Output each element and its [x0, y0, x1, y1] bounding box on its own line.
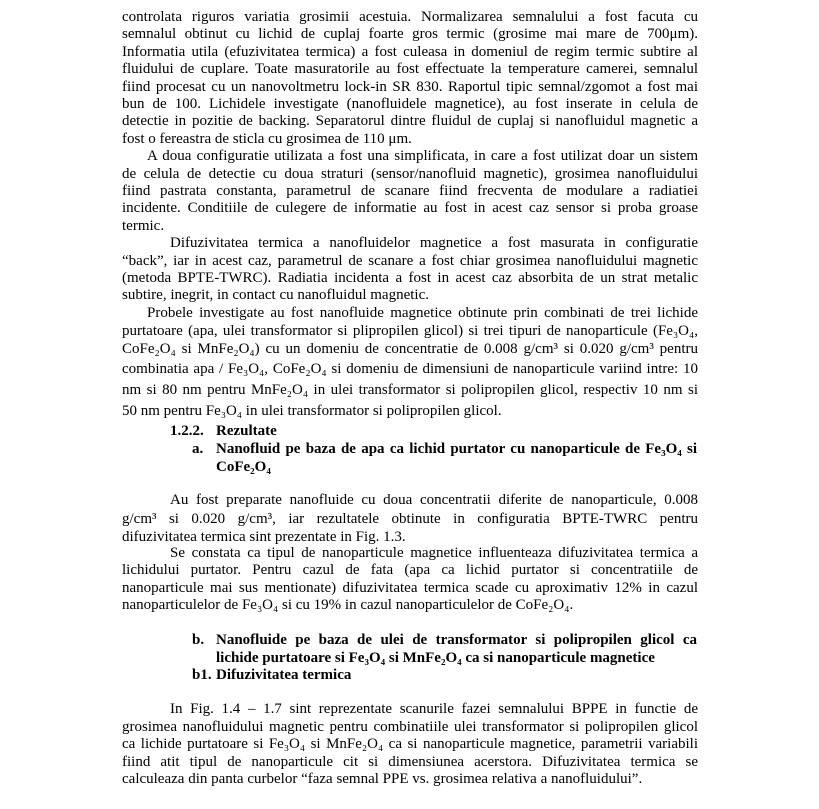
text-line: ca lichide purtatoare si Fe₃O₄ si MnFe₂O₄ ca si nanoparticule magnetice, parametrii variabili [122, 736, 698, 752]
text-line: termic. [122, 217, 165, 234]
text-line: g/cm³ si 0.020 g/cm³, iar rezultatele obtinute in configuratia BPTE-TWRC pentru [122, 510, 698, 527]
text-line: purtatoare (apa, ulei transformator si plipropilen glicol) si trei tipuri de nanoparticule (Fe₃O₄, [122, 323, 698, 340]
subsection-marker: b1. [192, 667, 212, 683]
text-line: fluidului de cuplare. Toate masuratorile au fost effectuate la temperature camerei, semnalul [122, 61, 698, 78]
paragraph [122, 148, 698, 235]
text-line: calculeaza din panta curbelor “faza semnal PPE vs. grosimea relativa a nanofluidului”. [122, 771, 643, 787]
text-line: nanoparticule mai sus mentionate) difuzivitatea termica scade cu aproximativ 12% in cazul [122, 579, 698, 596]
text-line: fiind pastrata constanta, parametrul de scanare fiind frecventa de modulare a radiatiei [122, 182, 698, 199]
text-line: bun de 100. Lichidele investigate (nanofluidele magnetice), au fost inserate in celula de [122, 95, 698, 112]
text-line: incidente. Conditiile de culegere de informatie au fost in acest caz sensor si proba groase [122, 200, 698, 217]
paragraph [122, 492, 698, 546]
text-line: Difuzivitatea termica a nanofluidelor magnetice a fost masurata in configuratie [170, 235, 698, 252]
paragraph [122, 9, 698, 148]
subsection-marker: b. [192, 632, 205, 648]
text-line: Probele investigate au fost nanofluide magnetice obtinute prin combinati de trei lichide [147, 304, 698, 321]
subsection-title [216, 632, 697, 667]
text-line: de celula de detectie cu doua straturi (sensor/nanofluid magnetic), grosimea nanofluidului [122, 165, 698, 182]
text-line: nm si 80 nm pentru MnFe₂O₄ in ulei transformator si polipropilen glicol, respectiv 10 nm si [122, 381, 698, 398]
text-line: 50 nm pentru Fe₃O₄ in ulei transformator si polipropilen glicol. [122, 402, 502, 419]
text-line: combinatia apa / Fe₃O₄, CoFe₂O₄ si domeniu de dimensiuni de nanoparticule variind intre: 10 [122, 360, 698, 377]
subsection-title-line: Nanofluid pe baza de apa ca lichid purtator cu nanoparticule de Fe₃O₄ si [216, 440, 697, 457]
text-line: difuzivitatea termica sint prezentate in Fig. 1.3. [122, 528, 406, 545]
text-line: fost o fereastra de sticla cu grosimea de 110 μm. [122, 130, 412, 147]
text-line: semnalul obtinut cu lichid de cuplaj foarte gros termic (grosime mai mare de 700μm). [122, 26, 698, 43]
text-line: (metoda BPTE-TWRC). Radiatia incidenta a fost in acest caz absorbita de un strat metalic [122, 269, 698, 286]
text-line: Au fost preparate nanofluide cu doua concentratii diferite de nanoparticule, 0.008 [170, 492, 698, 508]
subsection-title: Difuzivitatea termica [216, 667, 352, 683]
subsection-title-line: Nanofluide pe baza de ulei de transformator si polipropilen glicol ca [216, 632, 697, 648]
text-line: controlata riguros variatia grosimii acestuia. Normalizarea semnalului a fost facuta cu [122, 9, 698, 25]
paragraph [122, 305, 698, 422]
text-line: “back”, iar in acest caz, parametrul de scanare a fost chiar grosimea nanofluidului magnetic [122, 252, 698, 269]
subsection-title-line: lichide purtatoare si Fe₃O₄ si MnFe₂O₄ ca si nanoparticule magnetice [216, 649, 655, 666]
subsection-marker: a. [192, 440, 204, 457]
subsection-title [216, 441, 697, 477]
text-line: Informatia utila (efuzivitatea termica) a fost culeasa in domeniul de regim termic subtire al [122, 43, 698, 60]
text-line: grosimea nanofluidului magnetic pentru combinatiile ulei transformator si polipropilen glicol [122, 718, 698, 735]
section-title: Rezultate [216, 423, 277, 439]
text-line: lichidului purtator. Pentru cazul de fata (apa ca lichid purtator si concentratiile de [122, 562, 698, 578]
text-line: In Fig. 1.4 – 1.7 sint reprezentate scanurile fazei semnalului BPPE in functie de [170, 701, 698, 717]
subsection-heading [192, 667, 697, 685]
text-line: CoFe₂O₄ si MnFe₂O₄) cu un domeniu de concentratie de 0.008 g/cm³ si 0.020 g/cm³ pentru [122, 341, 698, 358]
subsection-title-line: CoFe₂O₄ [216, 459, 271, 475]
text-line: detectie in pozitie de backing. Separatorul dintre fluidul de cuplaj si nanofluidul magnetic a [122, 113, 698, 130]
subsection-heading [192, 632, 697, 667]
paragraph [122, 701, 698, 789]
text-line: subtire, inegrit, in contact cu nanofluidul magnetic. [122, 287, 429, 304]
text-line: nanoparticulelor de Fe₃O₄ si cu 19% in cazul nanoparticulelor de CoFe₂O₄. [122, 597, 574, 613]
text-line: A doua configuratie utilizata a fost una simplificata, in care a fost utilizat doar un sistem [147, 148, 698, 165]
subsection-heading [192, 441, 697, 477]
paragraph [122, 545, 698, 615]
text-line: fiind procesat cu un nanovoltmetru lock-in SR 830. Raportul tipic semnal/zgomot a fost mai [122, 78, 698, 95]
text-line: Se constata ca tipul de nanoparticule magnetice influenteaza difuzivitatea termica a [170, 544, 698, 561]
text-line: fiind atit tipul de nanoparticule cit si dimensiunea acerstora. Difuzivitatea termica se [122, 753, 698, 770]
section-heading [170, 423, 470, 441]
section-number: 1.2.2. [170, 423, 204, 439]
paragraph [122, 235, 698, 305]
